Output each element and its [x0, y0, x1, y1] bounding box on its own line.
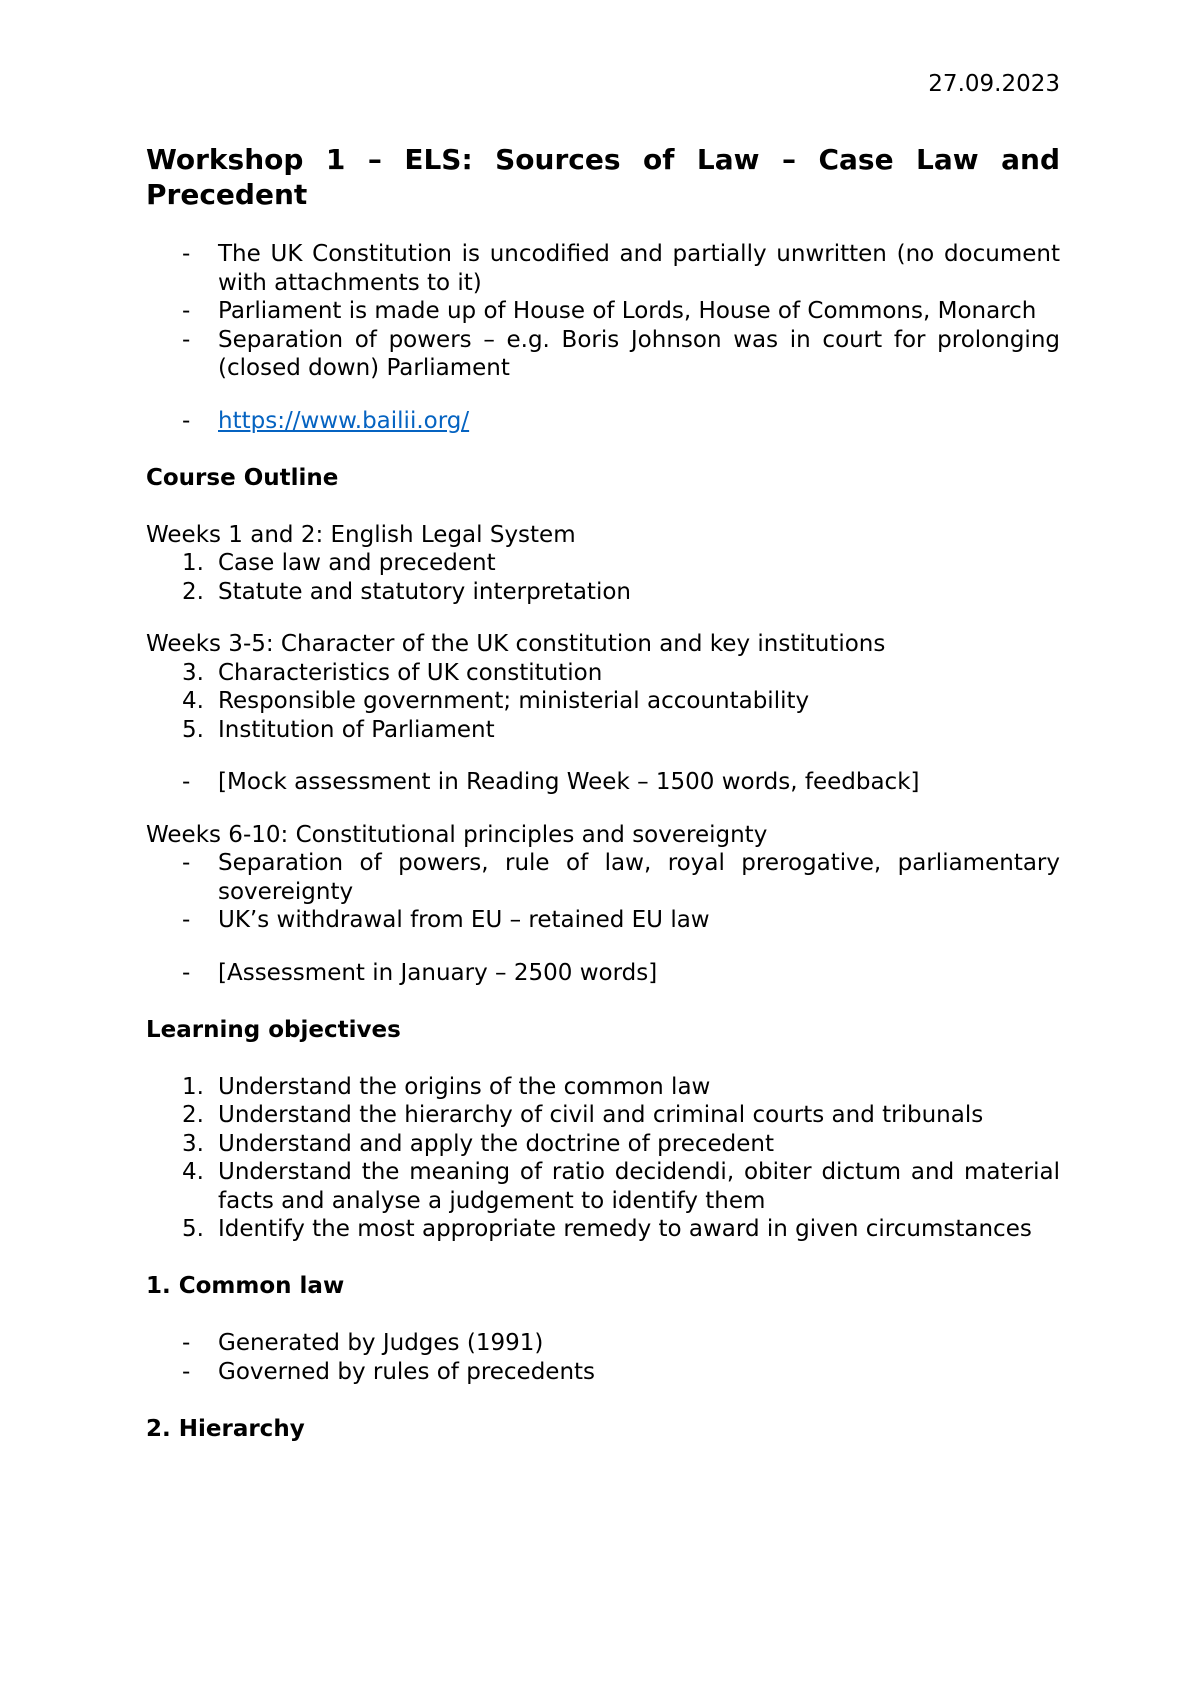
- list-item: [146, 768, 1060, 797]
- list-item: [146, 659, 1060, 688]
- link-bullet-list: [146, 407, 1060, 436]
- list-item: [146, 906, 1060, 935]
- list-number: 1.: [182, 550, 204, 576]
- list-item-text: Statute and statutory interpretation: [218, 578, 631, 605]
- document-date: 27.09.2023: [928, 71, 1060, 97]
- list-number: 2.: [182, 578, 204, 605]
- list-item: [146, 326, 1060, 383]
- list-item: [146, 1158, 1060, 1215]
- list-number: 5.: [182, 1216, 204, 1242]
- list-number: 1.: [182, 1073, 204, 1100]
- list-item-text: Understand and apply the doctrine of precedent: [218, 1130, 774, 1157]
- document-title: Workshop 1 – ELS: Sources of Law – Case Law and Precedent: [146, 143, 1060, 211]
- list-item-text: Separation of powers – e.g. Boris Johnson was in court for prolonging (closed down) Parliament: [218, 326, 1060, 381]
- bullet-dash: -: [182, 1358, 191, 1385]
- bullet-dash: -: [182, 1330, 191, 1356]
- list-item: [146, 1215, 1060, 1244]
- list-item: [146, 407, 1060, 436]
- note-bullet-list: [146, 959, 1060, 988]
- list-item: [146, 578, 1060, 607]
- list-item: [146, 687, 1060, 716]
- list-item: [146, 1073, 1060, 1102]
- list-item-text: Institution of Parliament: [218, 716, 495, 743]
- bullet-dash: -: [182, 959, 191, 986]
- bullet-dash: -: [182, 850, 191, 876]
- list-item: [146, 1358, 1060, 1387]
- list-item-text: Understand the hierarchy of civil and criminal courts and tribunals: [218, 1102, 984, 1128]
- weeks-label: Weeks 6-10: Constitutional principles and sovereignty: [146, 821, 768, 848]
- list-number: 3.: [182, 1130, 204, 1157]
- note-bullet-list: [146, 768, 1060, 797]
- list-item: [146, 1130, 1060, 1159]
- bailii-link[interactable]: https://www.bailii.org/: [218, 407, 470, 434]
- list-item: [146, 716, 1060, 745]
- list-number: 4.: [182, 688, 204, 714]
- list-number: 2.: [182, 1102, 204, 1128]
- bullet-dash: -: [182, 298, 191, 324]
- list-item: [146, 549, 1060, 578]
- section-heading-hierarchy: 2. Hierarchy: [146, 1415, 305, 1442]
- numbered-list: [146, 659, 1060, 745]
- list-item: [146, 959, 1060, 988]
- bullet-dash: -: [182, 326, 191, 353]
- list-item-text: Understand the origins of the common law: [218, 1073, 711, 1100]
- list-item-text: The UK Constitution is uncodified and partially unwritten (no document with attachments to it): [218, 241, 1060, 296]
- list-item-text: Understand the meaning of ratio decidendi, obiter dictum and material facts and analyse a judgement to identify them: [218, 1159, 1060, 1214]
- list-item: [146, 1101, 1060, 1130]
- list-item-text: Identify the most appropriate remedy to award in given circumstances: [218, 1216, 1032, 1242]
- numbered-list: [146, 549, 1060, 606]
- weeks-label: Weeks 1 and 2: English Legal System: [146, 521, 576, 548]
- list-item-text: UK’s withdrawal from EU – retained EU law: [218, 907, 710, 933]
- bullet-list: [146, 849, 1060, 935]
- bullet-dash: -: [182, 907, 191, 933]
- list-item-text: Case law and precedent: [218, 550, 496, 576]
- section-heading-learning-objectives: Learning objectives: [146, 1016, 401, 1043]
- list-item: [146, 240, 1060, 297]
- bullet-dash: -: [182, 407, 191, 434]
- numbered-list: [146, 1073, 1060, 1244]
- list-item-text: Characteristics of UK constitution: [218, 659, 603, 686]
- section-heading-course-outline: Course Outline: [146, 464, 339, 491]
- intro-bullet-list: [146, 240, 1060, 383]
- section-heading-common-law: 1. Common law: [146, 1273, 345, 1299]
- list-item-text: Parliament is made up of House of Lords, House of Commons, Monarch: [218, 298, 1037, 324]
- list-item-text: Generated by Judges (1991): [218, 1330, 544, 1356]
- list-item-text: [Mock assessment in Reading Week – 1500 words, feedback]: [218, 769, 920, 795]
- list-item-text: Separation of powers, rule of law, royal prerogative, parliamentary sovereignty: [218, 850, 1060, 905]
- list-item-text: Responsible government; ministerial accountability: [218, 688, 810, 714]
- list-item-text: Governed by rules of precedents: [218, 1358, 596, 1385]
- bullet-dash: -: [182, 241, 191, 267]
- list-item: [146, 297, 1060, 326]
- list-item: [146, 849, 1060, 906]
- list-number: 4.: [182, 1159, 204, 1185]
- list-number: 3.: [182, 659, 204, 686]
- list-item: [146, 1329, 1060, 1358]
- list-number: 5.: [182, 716, 204, 743]
- weeks-label: Weeks 3-5: Character of the UK constitution and key institutions: [146, 631, 886, 657]
- bullet-list: [146, 1329, 1060, 1386]
- list-item-text: [Assessment in January – 2500 words]: [218, 959, 658, 986]
- bullet-dash: -: [182, 769, 191, 795]
